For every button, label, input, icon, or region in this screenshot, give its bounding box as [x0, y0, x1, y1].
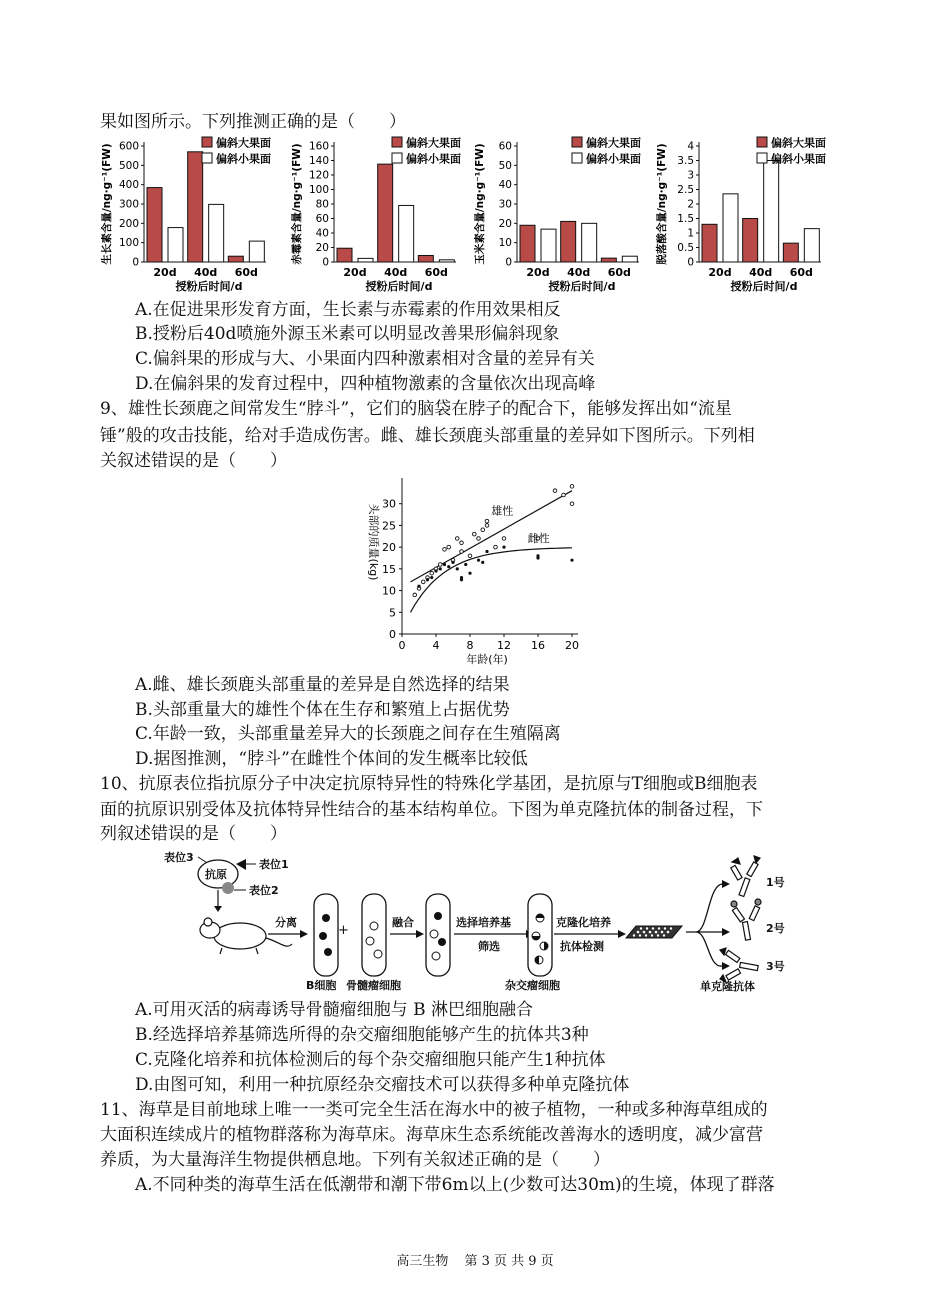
bar-small-20d — [541, 229, 556, 262]
legend-swatch — [572, 137, 582, 147]
scatter-y-tick-label: 15 — [382, 562, 396, 576]
female-data-point — [426, 578, 429, 581]
legend-label: 偏斜小果面 — [406, 152, 461, 166]
scatter-y-tick-label: 30 — [382, 497, 396, 511]
legend-label: 偏斜大果面 — [586, 136, 641, 150]
q11-stem-line-3: 养质，为大量海洋生物提供栖息地。下列有关叙述正确的是（ ） — [100, 1150, 610, 1170]
legend-swatch — [392, 153, 402, 163]
q9-stem-line-2: 锤”般的攻击技能，给对手造成伤害。雌、雄长颈鹿头部重量的差异如下图所示。下列相 — [100, 426, 755, 446]
q9-stem-line-1: 9、雄性长颈鹿之间常发生“脖斗”，它们的脑袋在脖子的配合下，能够发挥出如“流星 — [100, 399, 732, 419]
q11-option-a: A.不同种类的海草生活在低潮带和潮下带6m以上(少数可达30m)的生境，体现了群落 — [135, 1175, 775, 1195]
bar-big-20d — [337, 248, 352, 262]
q10-stem-line-1: 10、抗原表位指抗原分子中决定抗原特异性的特殊化学基团，是抗原与T细胞或B细胞表 — [100, 774, 758, 794]
myeloma-label: 骨髓瘤细胞 — [346, 979, 401, 992]
q9-option-a: A.雌、雄长颈鹿头部重量的差异是自然选择的结果 — [135, 675, 510, 695]
chart-y-tick-label: 100 — [118, 237, 139, 250]
chart-y-tick-label: 0 — [505, 256, 512, 269]
chart-y-tick-label: 40 — [315, 227, 329, 240]
q10-option-b: B.经选择培养基筛选所得的杂交瘤细胞能够产生的抗体共3种 — [135, 1025, 589, 1045]
bar-big-60d — [418, 255, 433, 262]
bar-big-60d — [228, 256, 243, 262]
chart-y-axis-label: 脱落酸含量/ng·g⁻¹(FW) — [656, 143, 668, 265]
q10-option-d: D.由图可知，利用一种抗原经杂交瘤技术可以获得多种单克隆抗体 — [135, 1075, 630, 1095]
male-data-point — [562, 493, 566, 497]
chart-x-axis-label: 授粉后时间/d — [730, 280, 798, 293]
bar-small-40d — [582, 223, 597, 262]
male-data-point — [460, 541, 464, 545]
bar-small-40d — [764, 161, 779, 263]
female-trend-curve — [411, 548, 573, 613]
male-data-point — [477, 537, 481, 541]
chart-y-tick-label: 300 — [118, 198, 139, 211]
legend-label: 偏斜小果面 — [771, 152, 826, 166]
female-data-point — [456, 567, 459, 570]
chart-gibberellin — [290, 136, 461, 294]
chart-x-axis-label: 授粉后时间/d — [175, 280, 243, 293]
chart-x-tick-label: 20d — [526, 266, 550, 279]
female-data-point — [434, 569, 437, 572]
scatter-x-tick-label: 12 — [497, 639, 511, 652]
chart-y-tick-label: 140 — [308, 155, 329, 167]
chart-x-axis-label: 授粉后时间/d — [365, 280, 433, 293]
bar-big-40d — [743, 219, 758, 263]
chart-y-tick-label: 60 — [498, 140, 512, 153]
antibody-1-label: 1号 — [766, 876, 785, 889]
female-data-point — [502, 546, 505, 549]
separate-label: 分离 — [275, 916, 297, 929]
chart-x-tick-label: 60d — [234, 266, 258, 279]
myeloma-tube — [362, 894, 386, 976]
chart-y-tick-label: 2 — [687, 198, 694, 211]
chart-x-tick-label: 60d — [607, 266, 631, 279]
male-data-point — [494, 545, 498, 549]
q9-option-c: C.年龄一致，头部重量差异大的长颈鹿之间存在生殖隔离 — [135, 724, 561, 744]
epitope-1-label: 表位1 — [259, 858, 289, 871]
bar-small-60d — [439, 260, 454, 262]
chart-y-tick-label: 200 — [118, 217, 139, 230]
chart-y-tick-label: 3.5 — [677, 155, 694, 167]
chart-y-axis-label: 生长素含量/ng·g⁻¹(FW) — [101, 143, 113, 265]
q10-stem-line-3: 列叙述错误的是（ ） — [100, 824, 287, 844]
antibody-test-label: 抗体检测 — [560, 940, 604, 953]
bar-big-20d — [520, 225, 535, 262]
fuse-label: 融合 — [392, 916, 414, 929]
female-data-point — [430, 576, 433, 579]
q9-option-d: D.据图推测，“脖斗”在雌性个体间的发生概率比较低 — [135, 749, 528, 769]
q10-monoclonal-antibody-diagram — [160, 846, 860, 996]
legend-swatch — [202, 153, 212, 163]
bar-small-20d — [723, 194, 738, 262]
chart-x-tick-label: 20d — [343, 266, 367, 279]
q8-option-b: B.授粉后40d喷施外源玉米素可以明显改善果形偏斜现象 — [135, 324, 560, 344]
male-data-point — [485, 524, 489, 528]
chart-x-tick-label: 40d — [567, 266, 591, 279]
female-data-point — [485, 550, 488, 553]
bar-small-20d — [358, 258, 373, 262]
bar-big-40d — [561, 221, 576, 262]
q9-stem-line-3: 关叙述错误的是（ ） — [100, 451, 287, 471]
scatter-y-tick-label: 25 — [382, 519, 396, 533]
hybridoma-tube — [528, 894, 552, 976]
male-data-point — [413, 593, 417, 597]
epitope-2-shape — [222, 882, 234, 894]
chart-x-tick-label: 60d — [789, 266, 813, 279]
chart-y-axis-label: 玉米素含量/ng·g⁻¹(FW) — [474, 143, 486, 265]
chart-y-tick-label: 50 — [498, 159, 512, 172]
antibody-3-label: 3号 — [766, 960, 785, 973]
male-data-point — [430, 571, 434, 575]
chart-y-tick-label: 160 — [308, 140, 329, 153]
legend-label: 偏斜大果面 — [771, 136, 826, 150]
female-data-point — [464, 563, 467, 566]
bar-small-20d — [168, 228, 183, 262]
female-data-point — [481, 561, 484, 564]
chart-y-tick-label: 600 — [118, 140, 139, 153]
male-data-point — [570, 502, 574, 506]
scatter-y-tick-label: 0 — [389, 628, 396, 641]
bar-small-40d — [399, 205, 414, 262]
bar-big-40d — [378, 164, 393, 262]
chart-x-tick-label: 40d — [194, 266, 218, 279]
female-data-point — [451, 561, 454, 564]
chart-y-tick-label: 20 — [498, 217, 512, 230]
female-data-point — [536, 554, 539, 557]
q8-bar-charts — [0, 134, 950, 304]
chart-y-axis-label: 赤霉素含量/ng·g⁻¹(FW) — [291, 143, 303, 265]
bar-big-60d — [601, 258, 616, 262]
scatter-y-tick-label: 10 — [382, 584, 396, 598]
chart-x-axis-label: 授粉后时间/d — [548, 280, 616, 293]
chart-x-tick-label: 20d — [708, 266, 732, 279]
antigen-label: 抗原 — [205, 868, 227, 881]
chart-y-tick-label: 1 — [687, 227, 694, 240]
chart-x-tick-label: 40d — [384, 266, 408, 279]
select-medium-label: 选择培养基 — [456, 916, 511, 929]
female-data-point — [477, 559, 480, 562]
q11-stem-line-2: 大面积连续成片的植物群落称为海草床。海草床生态系统能改善海水的透明度，减少富营 — [100, 1125, 763, 1145]
legend-label: 偏斜小果面 — [586, 152, 641, 166]
scatter-x-tick-label: 4 — [432, 639, 440, 652]
bar-big-40d — [188, 152, 203, 262]
b-cell-tube — [314, 894, 338, 976]
male-data-point — [485, 519, 489, 523]
bar-big-20d — [702, 224, 717, 262]
chart-y-tick-label: 100 — [308, 184, 329, 196]
chart-x-tick-label: 60d — [424, 266, 448, 279]
chart-x-tick-label: 40d — [749, 266, 773, 279]
chart-y-tick-label: 80 — [315, 198, 329, 211]
male-data-point — [438, 563, 442, 567]
male-data-point — [460, 550, 464, 554]
chart-y-tick-label: 0 — [132, 256, 139, 269]
footer-subject: 高三生物 — [396, 1254, 449, 1269]
legend-label: 偏斜小果面 — [216, 152, 271, 166]
scatter-x-axis-label: 年龄(年) — [466, 653, 508, 666]
antibody-1-icon — [731, 856, 760, 896]
chart-y-tick-label: 3 — [687, 169, 694, 182]
well-plate-icon — [626, 926, 682, 938]
chart-y-tick-label: 20 — [315, 242, 329, 254]
footer-page-number: 第 3 页 共 9 页 — [464, 1254, 554, 1269]
chart-abscisic-acid — [655, 136, 826, 294]
q10-option-a: A.可用灭活的病毒诱导骨髓瘤细胞与 B 淋巴细胞融合 — [135, 1000, 533, 1020]
q8-option-d: D.在偏斜果的发育过程中，四种植物激素的含量依次出现高峰 — [135, 374, 596, 394]
male-data-point — [553, 489, 557, 493]
chart-zeatin — [473, 136, 641, 294]
male-data-point — [468, 554, 472, 558]
chart-y-tick-label: 60 — [315, 213, 329, 225]
plus-sign: + — [338, 923, 349, 938]
scatter-y-tick-label: 5 — [389, 606, 396, 620]
q11-stem-line-1: 11、海草是目前地球上唯一一类可完全生活在海水中的被子植物，一种或多种海草组成的 — [100, 1100, 768, 1120]
female-data-point — [447, 565, 450, 568]
chart-y-tick-label: 40 — [498, 179, 512, 192]
female-data-point — [417, 585, 420, 588]
chart-y-tick-label: 2.5 — [677, 184, 694, 196]
chart-y-tick-label: 120 — [308, 169, 329, 182]
q9-scatter-chart — [350, 472, 590, 672]
legend-swatch — [392, 137, 402, 147]
q8-option-a: A.在促进果形发育方面，生长素与赤霉素的作用效果相反 — [135, 300, 561, 320]
scatter-x-tick-label: 20 — [565, 639, 579, 652]
b-cell-label: B细胞 — [306, 979, 337, 992]
scatter-x-tick-label: 16 — [531, 639, 545, 652]
chart-y-tick-label: 500 — [118, 159, 139, 172]
male-data-point — [447, 545, 451, 549]
scatter-x-tick-label: 0 — [398, 639, 406, 652]
q10-option-c: C.克隆化培养和抗体检测后的每个杂交瘤细胞只能产生1种抗体 — [135, 1050, 606, 1070]
female-data-point — [460, 578, 463, 581]
male-data-point — [570, 485, 574, 489]
chart-y-tick-label: 400 — [118, 179, 139, 192]
male-data-point — [421, 580, 425, 584]
female-data-point — [439, 567, 442, 570]
legend-swatch — [757, 153, 767, 163]
bar-small-40d — [209, 204, 224, 262]
legend-swatch — [572, 153, 582, 163]
bar-small-60d — [804, 229, 819, 262]
q9-option-b: B.头部重量大的雄性个体在生存和繁殖上占据优势 — [135, 700, 510, 720]
chart-y-tick-label: 30 — [498, 198, 512, 211]
legend-swatch — [202, 137, 212, 147]
clone-culture-label: 克隆化培养 — [556, 916, 611, 929]
page-footer — [0, 1250, 950, 1269]
chart-y-tick-label: 10 — [498, 237, 512, 250]
male-series-label: 雄性 — [491, 504, 514, 518]
scatter-x-tick-label: 8 — [466, 639, 474, 652]
chart-y-tick-label: 1.5 — [677, 213, 694, 225]
male-data-point — [472, 532, 476, 536]
bar-small-60d — [622, 256, 637, 262]
epitope-1-shape — [236, 859, 246, 870]
male-data-point — [502, 537, 506, 541]
q8-option-c: C.偏斜果的形成与大、小果面内四种激素相对含量的差异有关 — [135, 349, 595, 369]
epitope-2-label: 表位2 — [249, 884, 279, 897]
female-data-point — [570, 559, 573, 562]
chart-x-tick-label: 20d — [153, 266, 177, 279]
legend-label: 偏斜大果面 — [406, 136, 461, 150]
legend-swatch — [757, 137, 767, 147]
female-data-point — [468, 572, 471, 575]
female-series-label: 雌性 — [527, 531, 550, 545]
scatter-y-axis-label: 头部的质量(kg) — [367, 503, 380, 581]
chart-auxin — [100, 136, 271, 294]
female-data-point — [443, 563, 446, 566]
fusion-tube — [426, 894, 450, 976]
bar-small-60d — [249, 241, 264, 262]
bar-big-20d — [147, 188, 162, 262]
screen-label: 筛选 — [478, 940, 500, 953]
epitope-3-label: 表位3 — [164, 851, 194, 864]
chart-y-tick-label: 0 — [322, 256, 329, 269]
hybridoma-label: 杂交瘤细胞 — [505, 979, 560, 992]
antibody-2-icon — [731, 899, 761, 940]
bar-big-60d — [783, 243, 798, 262]
q10-stem-line-2: 面的抗原识别受体及抗体特异性结合的基本结构单位。下图为单克隆抗体的制备过程，下 — [100, 800, 763, 820]
chart-y-tick-label: 0.5 — [677, 242, 694, 254]
legend-label: 偏斜大果面 — [216, 136, 271, 150]
male-data-point — [455, 537, 459, 541]
male-data-point — [481, 528, 485, 532]
question-stem-fragment: 果如图所示。下列推测正确的是（ ） — [100, 112, 406, 132]
chart-y-tick-label: 4 — [687, 140, 694, 153]
chart-y-tick-label: 0 — [687, 256, 694, 269]
mab-label: 单克隆抗体 — [700, 980, 755, 993]
antibody-2-label: 2号 — [766, 922, 785, 935]
scatter-y-tick-label: 20 — [382, 541, 396, 555]
male-data-point — [443, 548, 447, 552]
